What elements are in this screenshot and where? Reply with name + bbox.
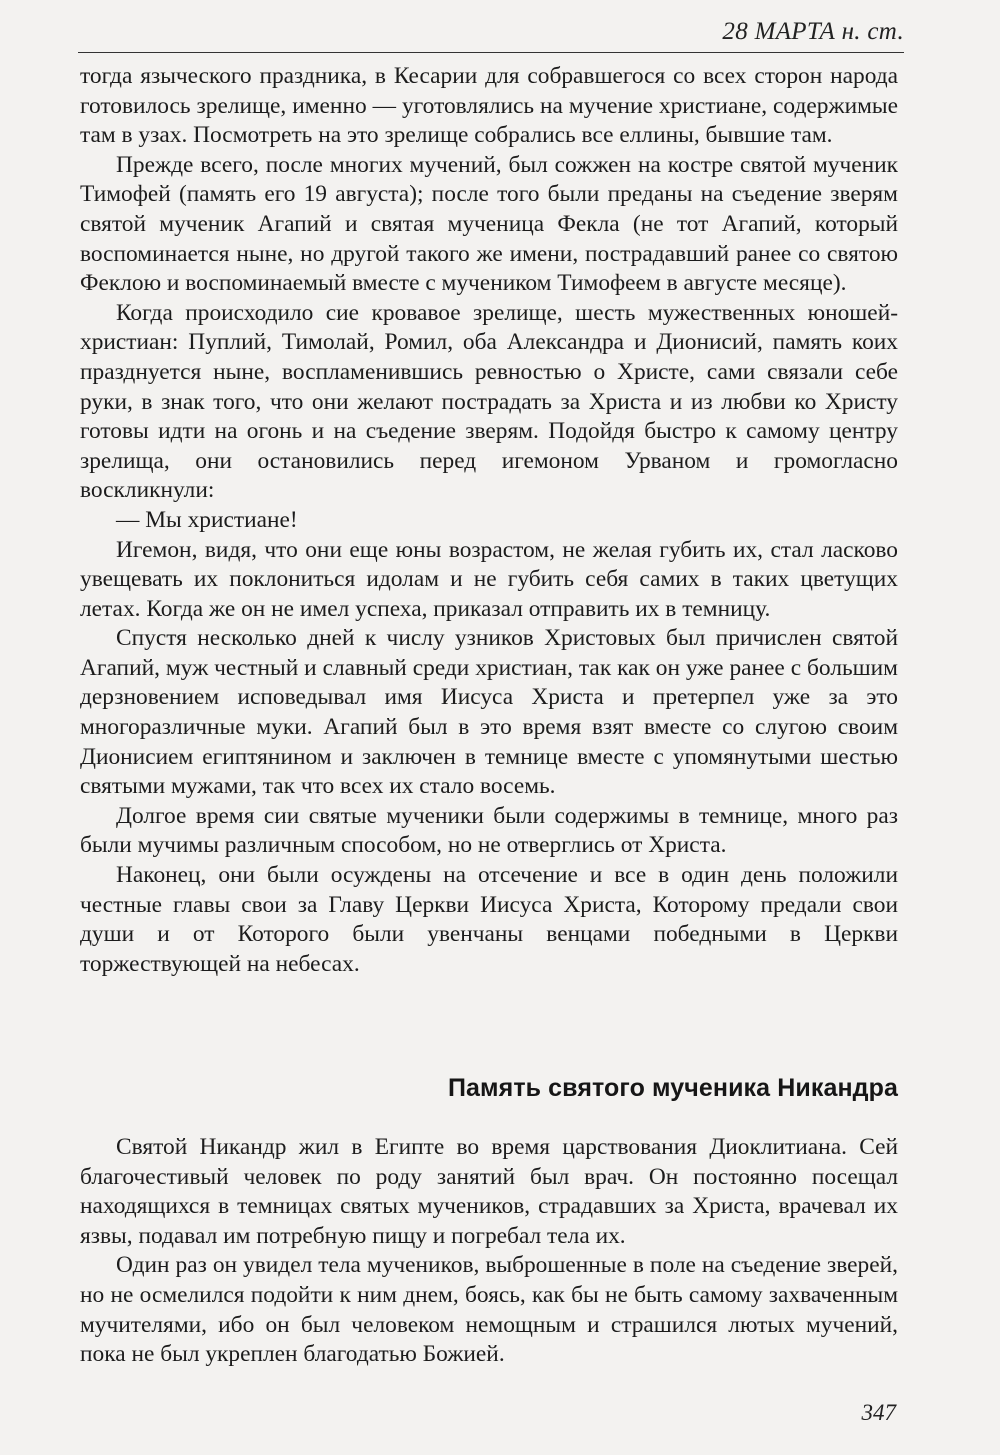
paragraph: тогда языческого праздника, в Кесарии для собравшегося со всех сторон народа готовилось зрелище, именно — уготовлялись на мучение христиане, содержимые там в узах. Посмотреть на это зрелище собрались все еллины, бывшие там.	[80, 63, 898, 149]
paragraph: Игемон, видя, что они еще юны возрастом, не желая губить их, стал ласково увещевать их поклониться идолам и не губить себя самих в таких цветущих летах. Когда же он не имел успеха, приказал отправить их в темницу.	[80, 536, 898, 622]
paragraph: Спустя несколько дней к числу узников Христовых был причислен святой Агапий, муж честный и славный среди христиан, так как он уже ранее с большим дерзновением исповедывал имя Иисуса Христа и претерпел уже за это многоразличные муки. Агапий был в это время взят вместе со слугою своим Дионисием египтянином и заключен в темнице вместе с упомянутыми шестью святыми мужами, так что всех их стало восемь.	[80, 625, 898, 800]
paragraph: Наконец, они были осуждены на отсечение и все в один день положили честные главы свои за Главу Церкви Иисуса Христа, Которому предали свои души и от Которого были увенчаны венцами победными в Церкви торжествующей на небесах.	[80, 862, 898, 977]
paragraph: Долгое время сии святые мученики были содержимы в темнице, много раз были мучимы различным способом, но не отверглись от Христа.	[80, 802, 898, 859]
paragraph: Прежде всего, после многих мучений, был сожжен на костре святой мученик Тимофей (память его 19 августа); после того были преданы на съедение зверям святой мученик Агапий и святая мученица Фекла (не тот Агапий, который воспоминается ныне, но другой такого же имени, пострадавший ранее со святою Феклою и воспоминаемый вместе с мучеником Тимофеем в августе месяце).	[80, 151, 898, 297]
paragraph: Когда происходило сие кровавое зрелище, шесть мужественных юношей-христиан: Пуплий, Тимолай, Ромил, оба Александра и Дионисий, память коих празднуется ныне, воспламенившись ревностью о Христе, сами связали себе руки, в знак того, что они желают пострадать за Христа и из любви ко Христу готовы идти на огонь и на съедение зверям. Подойдя быстро к самому центру зрелища, они остановились перед игемоном Урваном и громогласно воскликнули:	[80, 299, 898, 504]
header-rule	[78, 52, 904, 53]
section-text	[80, 1133, 898, 1370]
exclamation-line: — Мы христиане!	[116, 506, 298, 533]
running-head: 28 МАРТА н. ст.	[722, 18, 904, 45]
page-number: 347	[861, 1400, 896, 1425]
section-title: Память святого мученика Никандра	[447, 1074, 898, 1102]
paragraph: Святой Никандр жил в Египте во время царствования Диоклитиана. Сей благочестивый человек по роду занятий был врач. Он постоянно посещал находящихся в темницах святых мучеников, страдавших за Христа, врачевал их язвы, подавал им потребную пищу и погребал тела их.	[80, 1134, 898, 1249]
paragraph: Один раз он увидел тела мучеников, выброшенные в поле на съедение зверей, но не осмелился подойти к ним днем, боясь, как бы не быть самому захваченным мучителями, ибо он был человеком немощным и страшился лютых мучений, пока не был укреплен благодатью Божией.	[80, 1252, 898, 1368]
main-text	[80, 62, 898, 979]
